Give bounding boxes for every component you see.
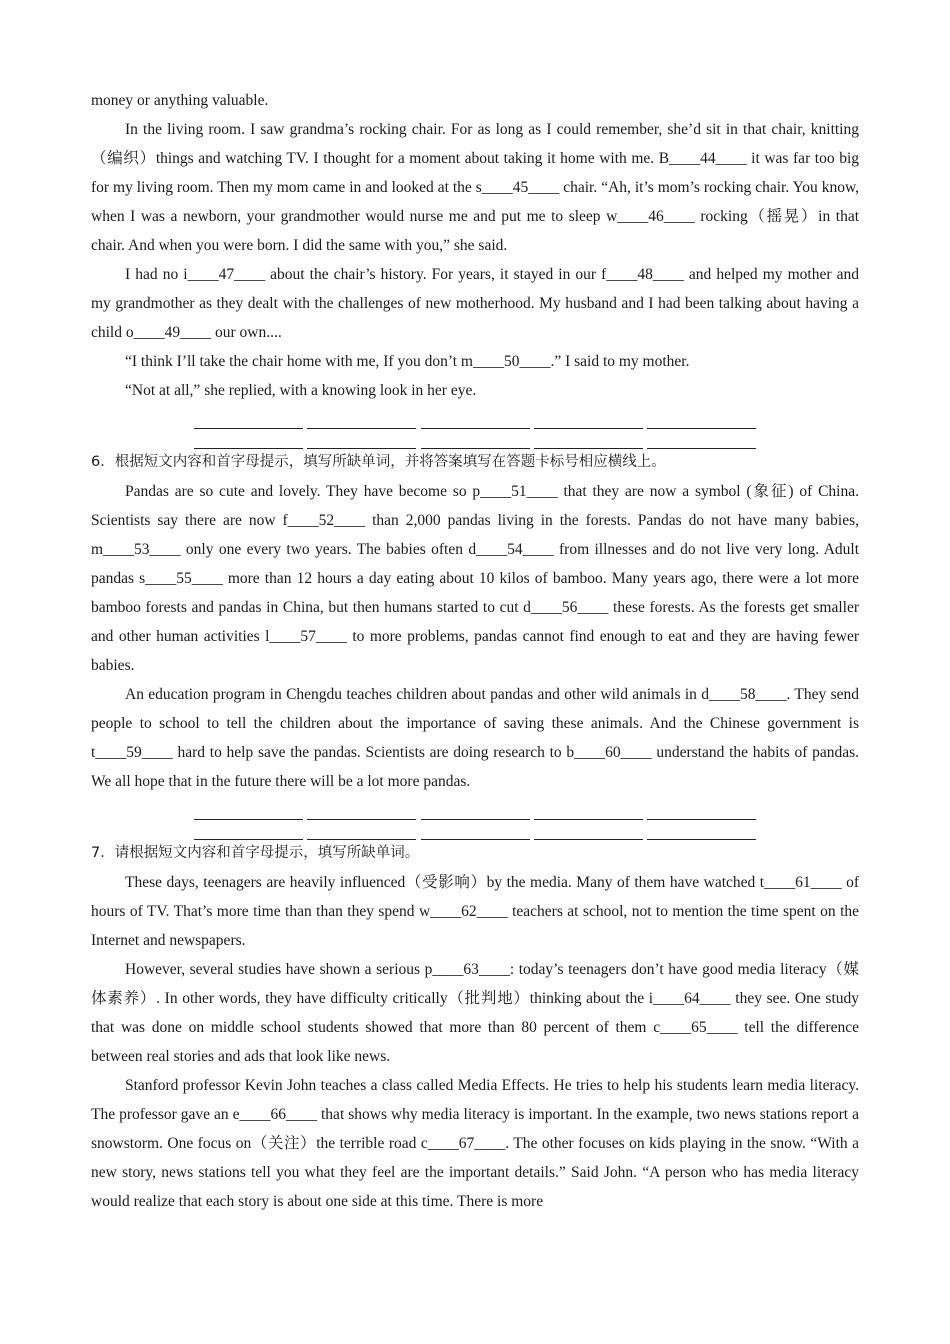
paragraph-reply: “Not at all,” she replied, with a knowing look in her eye. — [125, 382, 477, 399]
paragraph-rocking-chair: In the living room. I saw grandma’s rocking chair. For as long as I could remember, she’d sit in that chair, knitting（编织）things and watching TV. I thought for a moment about taking it home with me. B____44____ it was far too big for my living room. Then my mom came in and looked at the s____45____ chair. “Ah, it’s mom’s rocking chair. You know, when I was a newborn, your grandmother would nurse me and put me to sleep w____46____ rocking（摇晃）in that chair. And when you were born. I did the same with you,” she said. — [91, 121, 859, 254]
answer-line[interactable] — [534, 810, 643, 820]
paragraph-stanford-professor: Stanford professor Kevin John teaches a class called Media Effects. He tries to help his students learn media literacy. The professor gave an e____66____ that shows why media literacy is important. In the example, two news stations report a snowstorm. One focus on（关注）the terrible road c____67____. The other focuses on kids playing in the snow. “With a new story, news stations tell you what they feel are the important details.” Said John. “A person who has media literacy would realize that each story is about one side at this time. There is more — [91, 1077, 859, 1210]
answer-line[interactable] — [647, 810, 756, 820]
paragraph-pandas: Pandas are so cute and lovely. They have become so p____51____ that they are now a symbol (象征) of China. Scientists say there are now f____52____ than 2,000 pandas living in the forests. Pandas do not have many babies, m____53____ only one every two years. The babies often d____54____ from illnesses and do not live very long. Adult pandas s____55____ more than 12 hours a day eating about 10 kilos of bamboo. Many years ago, there were a lot more bamboo forests and pandas in China, but then humans started to cut d____56____ these forests. As the forests get smaller and other human activities l____57____ to more problems, pandas cannot find enough to eat and they are having fewer babies. — [91, 483, 859, 674]
answer-line[interactable] — [421, 810, 530, 820]
answer-line[interactable] — [194, 810, 303, 820]
answer-line[interactable] — [307, 810, 416, 820]
paragraph-take-chair: “I think I’ll take the chair home with me, If you don’t m____50____.” I said to my mother. — [125, 353, 690, 370]
answer-line[interactable] — [421, 830, 530, 840]
answer-line[interactable] — [307, 419, 416, 429]
paragraph-media-literacy: However, several studies have shown a serious p____63____: today’s teenagers don’t have good media literacy（媒体素养）. In other words, they have difficulty critically（批判地）thinking about the i____64____ they see. One study that was done on middle school students showed that more than 80 percent of them c____65____ tell the difference between real stories and ads that look like news. — [91, 961, 859, 1065]
question-6-heading: 6．根据短文内容和首字母提示，填写所缺单词，并将答案填写在答题卡标号相应横线上。 — [91, 454, 666, 470]
answer-line[interactable] — [534, 419, 643, 429]
answer-lines-section-5 — [194, 405, 756, 448]
answer-lines-section-6 — [194, 796, 756, 839]
paragraph-chair-history: I had no i____47____ about the chair’s history. For years, it stayed in our f____48____ and helped my mother and my grandmother as they dealt with the challenges of new motherhood. My husband and I had been talking about having a child o____49____ our own.... — [91, 266, 859, 341]
document-page — [91, 86, 859, 1216]
paragraph-continuation: money or anything valuable. — [91, 92, 269, 109]
answer-line[interactable] — [534, 830, 643, 840]
question-7-heading: 7．请根据短文内容和首字母提示，填写所缺单词。 — [91, 845, 420, 861]
answer-line[interactable] — [194, 419, 303, 429]
answer-line[interactable] — [647, 419, 756, 429]
paragraph-teenagers-media: These days, teenagers are heavily influenced（受影响）by the media. Many of them have watched t____61____ of hours of TV. That’s more time than than they spend w____62____ teachers at school, not to mention the time spent on the Internet and newspapers. — [91, 874, 859, 949]
answer-line[interactable] — [421, 419, 530, 429]
paragraph-education-program: An education program in Chengdu teaches children about pandas and other wild animals in d____58____. They send people to school to tell the children about the importance of saving these animals. And the Chinese government is t____59____ hard to help save the pandas. Scientists are doing research to b____60____ understand the habits of pandas. We all hope that in the future there will be a lot more pandas. — [91, 686, 859, 790]
answer-line[interactable] — [647, 830, 756, 840]
